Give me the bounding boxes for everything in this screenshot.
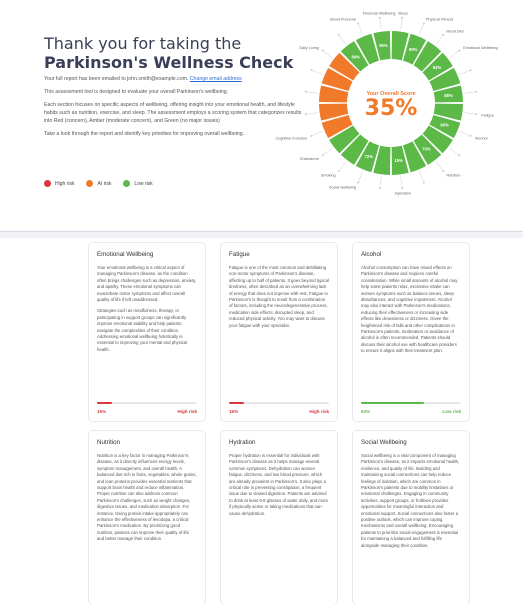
overall-score-label: Your Overall Score xyxy=(366,91,416,97)
card-paragraph: Your emotional wellbeing is a critical aspect of managing Parkinson's disease, as the condition often brings challenges such as depression, anxiety, and apathy. These emotional symptoms can exacerbate motor symptoms and affect overall quality of life if left unaddressed. xyxy=(97,265,197,303)
intro-paragraph-1: This assessment tool is designed to evaluate your overall Parkinson's wellbeing. xyxy=(44,89,229,95)
overall-score-value: 35% xyxy=(364,96,418,121)
card-risk-status: High risk xyxy=(309,409,329,414)
wheel-tick-dot xyxy=(442,170,444,172)
wheel-tick-dot xyxy=(379,17,381,19)
score-progress-fill xyxy=(97,402,112,404)
wheel-category-label: Cognitive Function xyxy=(275,136,307,141)
at-risk-dot-icon xyxy=(86,180,93,187)
wheel-category-label: Daily Living xyxy=(299,46,319,51)
wheel-tick xyxy=(306,113,318,115)
category-card xyxy=(88,430,206,604)
wheel-tick xyxy=(312,70,323,75)
intro-paragraph-2: Each section focuses on specific aspects of wellbeing, offering insight into your emotional health, and lifestyle habits such as nutrition, exercise, and sleep. The assessment employs a scoring system that categorizes results into Red (concern), Amber (moderate concern), and Green (no major issues) xyxy=(44,102,302,124)
card-paragraph: Alcohol consumption can have mixed effects on Parkinson's disease and requires careful consideration. While small amounts of alcohol may help some patients relax, excessive intake can worsen symptoms such as balance issues, sleep disturbances, and cognitive impairment. Alcohol may also interact with Parkinson's medications, reducing their effectiveness or increasing side effects like drowsiness or dizziness. Given the heightened risk of falls and other complications in Parkinson's patients, moderation or avoidance of alcohol is often recommended. Patients should discuss their alcohol use with healthcare providers to ensure it aligns with their treatment plan. xyxy=(361,265,458,354)
category-card xyxy=(88,242,206,422)
legend-label: At risk xyxy=(97,180,112,187)
wheel-tick-dot xyxy=(469,135,471,137)
wheel-tick-dot xyxy=(322,50,324,52)
card-body xyxy=(361,453,461,549)
wheel-tick-dot xyxy=(458,50,460,52)
low-risk-dot-icon xyxy=(123,180,130,187)
card-title: Fatigue xyxy=(229,251,250,258)
card-body xyxy=(97,265,197,353)
page-title xyxy=(44,34,293,72)
card-score-footer xyxy=(361,402,461,414)
score-progress-bar xyxy=(229,402,329,404)
card-paragraph: Proper hydration is essential for individuals with Parkinson's disease as it helps manage several common symptoms. Dehydration can worsen fatigue, dizziness, and low blood pressure, which are already prevalent in Parkinson's. It also plays a critical role in preventing constipation, a frequent issue due to slowed digestion. Patients are advised to drink at least 6-8 glasses of water daily, and more if physically active or taking medications that can cause dehydration. xyxy=(229,453,329,516)
wheel-tick xyxy=(339,162,346,172)
card-score-footer xyxy=(229,402,329,414)
card-body xyxy=(361,265,461,355)
score-progress-bar xyxy=(97,402,197,404)
wheel-category-label: Emotional Wellbeing xyxy=(463,46,498,51)
high-risk-dot-icon xyxy=(44,180,51,187)
card-paragraph: Strategies such as mindfulness, therapy, or participating in support groups can significantly improve emotional stability and help patients navigate the complexities of their condition. Addressing emotional wellbeing holistically is essential to improving your mental and physical health. xyxy=(97,308,188,352)
card-paragraph: Social wellbeing is a vital component of managing Parkinson's disease, as it impacts emotional health, resilience, and quality of life. Building and maintaining social connections can help reduce feelings of isolation, which are common in Parkinson's patients due to mobility limitations or emotional challenges. Engaging in community activities, support groups, or hobbies provides opportunities for meaningful interaction and emotional support. Social connections also foster a positive outlook, which can improve coping mechanisms and overall wellbeing. Encouraging patients to prioritize social engagement is essential for maintaining a balanced and fulfilling life alongside managing their condition. xyxy=(361,453,460,548)
wheel-tick xyxy=(312,131,323,136)
card-body xyxy=(229,453,329,517)
card-paragraph: Fatigue is one of the most common and debilitating non-motor symptoms of Parkinson's disease, affecting up to half of patients. It goes beyond typical tiredness, often described as an overwhelming lack of energy that does not improve with rest. Fatigue in Parkinson's is thought to result from a combination of factors, including the neurodegenerative process, medication side effects, disrupted sleep, and reduced physical activity. You may want to discuss your fatigue with your specialist. xyxy=(229,265,330,328)
wheel-segment-value: 90% xyxy=(409,46,418,52)
email-notice-text: Your full report has been emailed to john.smith@example.com. xyxy=(44,76,189,82)
wheel-tick xyxy=(401,176,403,188)
wheel-category-label: Alcohol xyxy=(475,136,488,141)
legend-label: Low risk xyxy=(134,180,153,187)
wheel-tick xyxy=(464,92,476,94)
wheel-tick xyxy=(419,171,424,182)
card-title: Nutrition xyxy=(97,439,121,446)
wheel-tick xyxy=(323,148,333,155)
wheel-tick xyxy=(436,35,443,45)
wheel-tick-dot xyxy=(311,135,313,137)
wheel-tick xyxy=(358,24,363,35)
card-risk-status: High risk xyxy=(177,409,197,414)
score-wheel xyxy=(268,0,523,232)
intro-text xyxy=(44,75,307,143)
wheel-segment-value: 90% xyxy=(379,42,388,48)
wheel-tick-dot xyxy=(469,69,471,71)
title-line-1: Thank you for taking the xyxy=(44,34,242,53)
wheel-segment-value: 84% xyxy=(432,65,442,71)
wheel-tick-dot xyxy=(442,34,444,36)
wheel-tick xyxy=(464,113,476,115)
wheel-tick xyxy=(436,162,443,172)
wheel-tick-dot xyxy=(357,23,359,25)
title-line-2: Parkinson's Wellness Check xyxy=(44,53,294,72)
wheel-category-label: Mood Diet xyxy=(446,29,464,34)
wheel-tick-dot xyxy=(305,91,307,93)
card-score-value: 15% xyxy=(229,409,239,414)
card-title: Emotional Wellbeing xyxy=(97,251,154,258)
score-progress-bar xyxy=(361,402,461,404)
wheel-tick xyxy=(419,24,424,35)
wheel-tick xyxy=(401,18,403,30)
wheel-tick xyxy=(323,51,333,58)
risk-legend xyxy=(44,180,153,187)
card-risk-status: Low risk xyxy=(442,409,461,414)
change-email-link[interactable]: Change email address xyxy=(189,76,242,82)
wheel-tick xyxy=(339,35,346,45)
wheel-segment-value: 15% xyxy=(394,158,403,164)
category-card xyxy=(220,242,338,422)
wheel-tick xyxy=(306,92,318,94)
wheel-category-label: Financial Wellbeing xyxy=(362,11,396,16)
wheel-tick-dot xyxy=(458,154,460,156)
card-body xyxy=(97,453,197,543)
score-wheel-graphic xyxy=(268,0,523,232)
wheel-tick-dot xyxy=(475,113,477,115)
card-title: Alcohol xyxy=(361,251,382,258)
wheel-category-label: Physical Fitness xyxy=(425,17,454,22)
wheel-segment-value: 90% xyxy=(440,122,449,128)
card-score-value: 63% xyxy=(361,409,371,414)
wheel-tick-dot xyxy=(311,69,313,71)
wheel-category-label: Blood Pressure xyxy=(330,17,357,22)
wheel-segment-value: 72% xyxy=(364,154,373,160)
wheel-tick-dot xyxy=(357,181,359,183)
wheel-tick xyxy=(450,148,460,155)
wheel-category-label: Nutrition xyxy=(446,173,461,178)
wheel-category-label: Social wellbeing xyxy=(328,185,357,190)
wheel-category-label: Cholesterol xyxy=(299,156,319,161)
section-divider xyxy=(0,232,523,238)
wheel-category-label: Smoking xyxy=(320,173,336,178)
card-paragraph: Nutrition is a key factor in managing Parkinson's disease, as it directly influences energy levels, symptom management, and overall health. A balanced diet rich in fruits, vegetables, whole grains, and lean proteins provides essential nutrients that support brain health and reduce inflammation. Proper nutrition can also address common Parkinson's challenges, such as weight changes, digestive issues, and medication absorption. For instance, timing protein intake appropriately can enhance the effectiveness of levodopa, a critical Parkinson's medication. By prioritizing good nutrition, patients can improve their quality of life and better manage their condition. xyxy=(97,453,197,542)
legend-item-high-risk xyxy=(44,180,74,187)
wheel-tick xyxy=(380,176,382,188)
wheel-tick-dot xyxy=(338,170,340,172)
wheel-category-label: Fatigue xyxy=(481,113,494,118)
wheel-segment-value: 88% xyxy=(444,92,453,98)
report-header-section xyxy=(0,0,523,232)
wheel-tick xyxy=(358,171,363,182)
wheel-tick xyxy=(450,51,460,58)
wheel-tick-dot xyxy=(305,113,307,115)
card-title: Social Wellbeing xyxy=(361,439,407,446)
legend-item-low-risk xyxy=(123,180,152,187)
wheel-tick-dot xyxy=(401,17,403,19)
email-notice xyxy=(44,75,304,83)
wheel-tick-dot xyxy=(423,181,425,183)
wheel-tick-dot xyxy=(379,187,381,189)
legend-item-at-risk xyxy=(86,180,111,187)
wheel-segment-value: 84% xyxy=(351,54,360,60)
wheel-tick-dot xyxy=(475,91,477,93)
wheel-segment-value: 70% xyxy=(422,146,431,152)
category-card xyxy=(352,430,470,604)
card-body xyxy=(229,265,329,329)
intro-paragraph-3: Take a look through the report and identify key priorities for improving overall wellbeing. xyxy=(44,131,245,137)
wheel-tick-dot xyxy=(401,187,403,189)
legend-label: High risk xyxy=(55,180,75,187)
category-card xyxy=(220,430,338,604)
wheel-tick xyxy=(459,70,470,75)
card-score-value: 15% xyxy=(97,409,107,414)
card-title: Hydration xyxy=(229,439,256,446)
wheel-tick xyxy=(380,18,382,30)
score-progress-fill xyxy=(361,402,424,404)
wheel-tick-dot xyxy=(423,23,425,25)
score-progress-fill xyxy=(229,402,244,404)
wheel-category-label: Sleep xyxy=(398,11,408,16)
wheel-category-label: Hydration xyxy=(394,191,412,196)
wheel-tick-dot xyxy=(338,34,340,36)
category-card xyxy=(352,242,470,422)
card-score-footer xyxy=(97,402,197,414)
wheel-tick xyxy=(459,131,470,136)
wheel-tick-dot xyxy=(322,154,324,156)
